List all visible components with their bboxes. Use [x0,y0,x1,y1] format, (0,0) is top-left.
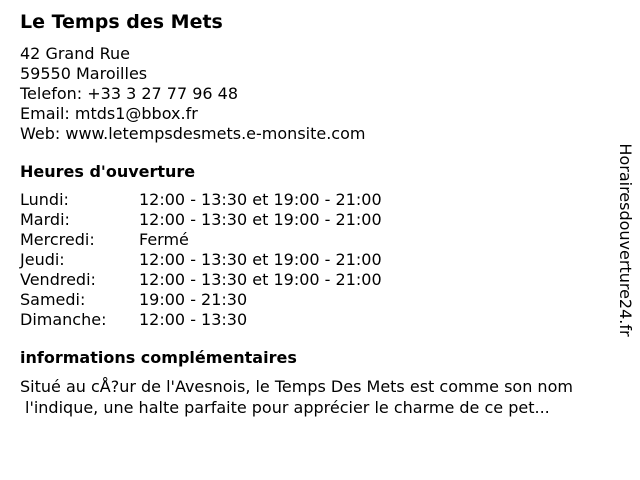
info-description-line-2: l'indique, une halte parfaite pour apprécier le charme de ce pet... [25,398,550,417]
hours-row-thursday [20,250,610,270]
hours-day: Vendredi: [20,270,96,289]
hours-day: Samedi: [20,290,86,309]
phone-line: Telefon: +33 3 27 77 96 48 [20,84,239,103]
info-description-line-1: Situé au cÅ?ur de l'Avesnois, le Temps Des Mets est comme son nom [20,377,573,396]
hours-list [20,190,610,330]
hours-time: 12:00 - 13:30 et 19:00 - 21:00 [139,270,382,289]
hours-row-monday [20,190,610,210]
address-line-1: 42 Grand Rue [20,44,130,63]
hours-row-friday [20,270,610,290]
hours-time: 12:00 - 13:30 et 19:00 - 21:00 [139,190,382,209]
address-line-2: 59550 Maroilles [20,64,148,83]
business-card [20,10,610,418]
hours-day: Mardi: [20,210,70,229]
info-description [20,376,620,418]
hours-time: 12:00 - 13:30 et 19:00 - 21:00 [139,250,382,269]
business-name: Le Temps des Mets [20,11,223,33]
hours-time: 12:00 - 13:30 et 19:00 - 21:00 [139,210,382,229]
hours-row-sunday [20,310,610,330]
hours-heading: Heures d'ouverture [20,162,196,181]
site-watermark: Horairesdouverture24.fr [616,143,635,337]
hours-day: Jeudi: [20,250,65,269]
hours-time: Fermé [139,230,189,249]
hours-row-tuesday [20,210,610,230]
hours-row-saturday [20,290,610,310]
hours-row-wednesday [20,230,610,250]
hours-time: 12:00 - 13:30 [139,310,248,329]
hours-day: Lundi: [20,190,69,209]
info-heading: informations complémentaires [20,348,297,367]
email-line: Email: mtds1@bbox.fr [20,104,198,123]
web-line: Web: www.letempsdesmets.e-monsite.com [20,124,366,143]
hours-day: Dimanche: [20,310,107,329]
hours-time: 19:00 - 21:30 [139,290,248,309]
hours-day: Mercredi: [20,230,95,249]
